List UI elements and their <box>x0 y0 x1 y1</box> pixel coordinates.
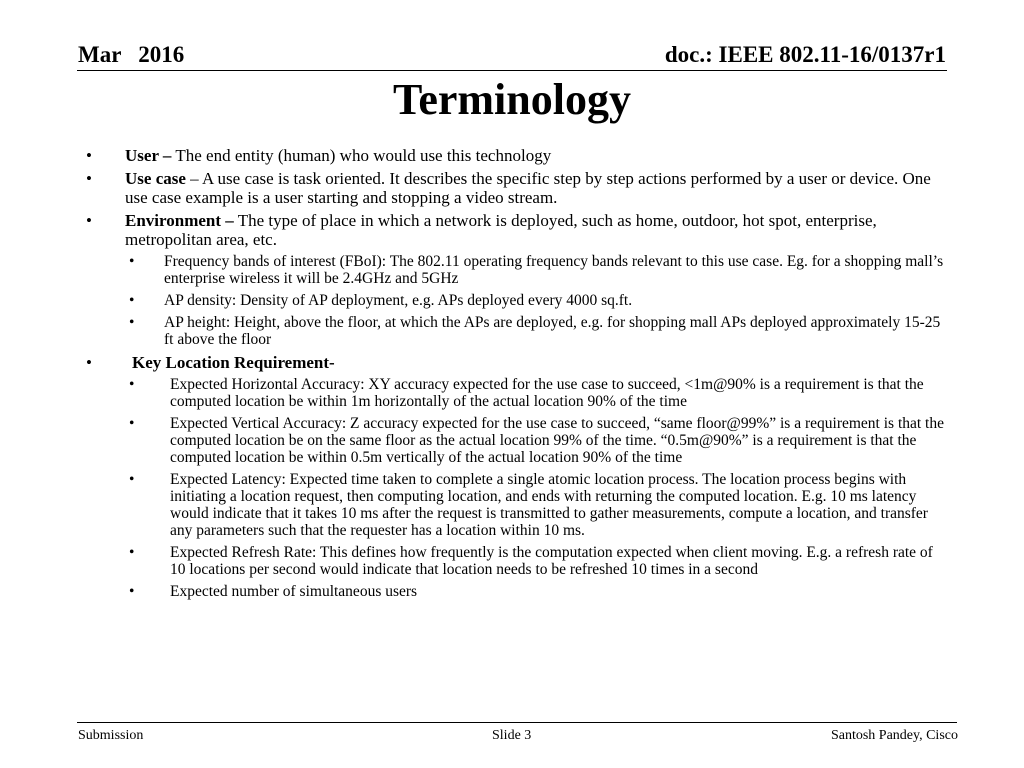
bullet-marker: • <box>129 253 135 270</box>
sub-bullet-latency <box>84 471 944 539</box>
sub-bullet-vertical-accuracy <box>84 415 944 466</box>
term-key-location: Key Location Requirement- <box>132 353 335 372</box>
bullet-user <box>84 146 944 165</box>
bullet-marker: • <box>86 169 92 188</box>
bullet-use-case <box>84 169 944 207</box>
bullet-key-location <box>84 353 944 372</box>
footer-author: Santosh Pandey, Cisco <box>830 728 958 743</box>
term-use-case: Use case <box>125 169 186 188</box>
term-environment: Environment – <box>125 211 234 230</box>
term-user: User – <box>125 146 172 165</box>
bullet-marker: • <box>129 471 135 488</box>
definition-user: The end entity (human) who would use this technology <box>171 146 552 165</box>
sub-bullet-fboi <box>84 253 944 287</box>
sub-bullet-horizontal-accuracy <box>84 376 944 410</box>
sub-bullet-simultaneous-users <box>84 583 944 600</box>
bullet-marker: • <box>86 146 92 165</box>
sub-bullet-text: Expected Latency: Expected time taken to complete a single atomic location process. The location process begins with initiating a location request, then computing location, and ends with returning the computed location. E.g. 10 ms latency would indicate that it takes 10 ms after the request is transmitted to gather measurements, compute a location, and transfer any parameters such that the requester has a location within 10 ms. <box>170 471 928 539</box>
bullet-marker: • <box>129 415 135 432</box>
sub-bullet-ap-height <box>84 314 944 348</box>
bullet-marker: • <box>129 292 135 309</box>
bullet-marker: • <box>86 211 92 230</box>
sub-bullet-refresh-rate <box>84 544 944 578</box>
sub-bullet-text: Expected Vertical Accuracy: Z accuracy expected for the use case to succeed, “same floor@99%” is a requirement is that the computed location be on the same floor as the actual location 99% of the time. “0.5m@90%” is a requirement is that the computed location be within 0.5m vertically of the actual location 90% of the time <box>170 415 944 466</box>
footer-divider <box>77 722 957 723</box>
sub-bullet-text: Frequency bands of interest (FBoI): The 802.11 operating frequency bands relevant to this use case. Eg. for a shopping mall’s enterprise wireless it will be 2.4GHz and 5GHz <box>164 253 944 287</box>
bullet-marker: • <box>129 314 135 331</box>
sub-bullet-text: Expected Horizontal Accuracy: XY accuracy expected for the use case to succeed, <1m@90% is a requirement is that the computed location be within 1m horizontally of the actual location 90% of the time <box>170 376 924 410</box>
slide-body <box>84 146 944 605</box>
footer-slide-number: Slide 3 <box>492 728 532 743</box>
footer-submission: Submission <box>78 728 144 743</box>
sub-bullet-text: AP height: Height, above the floor, at which the APs are deployed, e.g. for shopping mall APs deployed approximately 15-25 ft above the floor <box>164 314 941 348</box>
slide-title: Terminology <box>393 75 631 124</box>
bullet-marker: • <box>129 376 135 393</box>
header-divider <box>77 70 947 71</box>
sub-bullet-text: Expected Refresh Rate: This defines how frequently is the computation expected when client moving. E.g. a refresh rate of 10 locations per second would indicate that location needs to be refreshed 10 times in a second <box>170 544 933 578</box>
sub-bullet-ap-density <box>84 292 944 309</box>
bullet-marker: • <box>129 544 135 561</box>
header-doc-id: doc.: IEEE 802.11-16/0137r1 <box>664 42 946 67</box>
bullet-marker: • <box>86 353 92 372</box>
sub-bullet-text: Expected number of simultaneous users <box>170 583 418 600</box>
header-date: Mar 2016 <box>78 42 185 67</box>
definition-environment: The type of place in which a network is deployed, such as home, outdoor, hot spot, enterprise, metropolitan area, etc. <box>125 211 877 249</box>
bullet-environment <box>84 211 944 249</box>
bullet-marker: • <box>129 583 135 600</box>
sub-bullet-text: AP density: Density of AP deployment, e.g. APs deployed every 4000 sq.ft. <box>164 292 633 309</box>
definition-use-case: – A use case is task oriented. It describes the specific step by step actions performed by a user or device. One use case example is a user starting and stopping a video stream. <box>125 169 931 207</box>
